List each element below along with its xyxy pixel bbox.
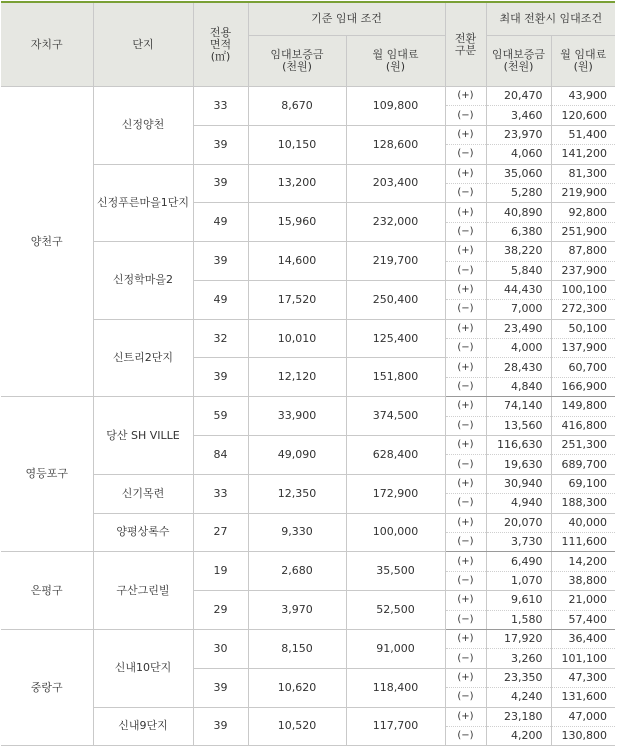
base-deposit-cell: 33,900	[248, 397, 346, 436]
max-rent-cell: 47,300	[551, 668, 615, 687]
base-rent-cell: 628,400	[346, 436, 445, 475]
header-base-rent: 월 임대료 (원)	[346, 36, 445, 87]
max-deposit-cell: 3,260	[486, 649, 551, 668]
base-deposit-cell: 14,600	[248, 242, 346, 281]
max-deposit-cell: 6,380	[486, 222, 551, 241]
max-deposit-cell: 38,220	[486, 242, 551, 261]
max-rent-cell: 21,000	[551, 591, 615, 610]
base-rent-cell: 203,400	[346, 164, 445, 203]
sign-cell: (+)	[445, 474, 486, 493]
sign-cell: (−)	[445, 416, 486, 435]
max-rent-cell: 188,300	[551, 494, 615, 513]
header-max-deposit: 임대보증금 (천원)	[486, 36, 551, 87]
base-deposit-cell: 12,120	[248, 358, 346, 397]
header-complex: 단지	[93, 2, 193, 87]
base-rent-cell: 128,600	[346, 125, 445, 164]
area-cell: 19	[193, 552, 248, 591]
district-cell: 양천구	[1, 87, 93, 397]
complex-cell: 당산 SH VILLE	[93, 397, 193, 475]
area-cell: 59	[193, 397, 248, 436]
max-deposit-cell: 28,430	[486, 358, 551, 377]
max-rent-cell: 237,900	[551, 261, 615, 280]
area-cell: 33	[193, 87, 248, 126]
table-row	[1, 474, 615, 493]
complex-cell: 신기목련	[93, 474, 193, 513]
max-deposit-cell: 116,630	[486, 436, 551, 455]
district-cell: 은평구	[1, 552, 93, 630]
sign-cell: (+)	[445, 397, 486, 416]
base-rent-cell: 374,500	[346, 397, 445, 436]
max-deposit-cell: 19,630	[486, 455, 551, 474]
area-cell: 39	[193, 358, 248, 397]
max-rent-cell: 36,400	[551, 629, 615, 648]
district-cell: 중랑구	[1, 629, 93, 745]
area-cell: 39	[193, 668, 248, 707]
table-row	[1, 164, 615, 183]
max-rent-cell: 689,700	[551, 455, 615, 474]
max-deposit-cell: 3,730	[486, 532, 551, 551]
max-deposit-cell: 5,840	[486, 261, 551, 280]
sign-cell: (−)	[445, 261, 486, 280]
base-rent-cell: 100,000	[346, 513, 445, 552]
max-deposit-cell: 74,140	[486, 397, 551, 416]
sign-cell: (−)	[445, 610, 486, 629]
sign-cell: (−)	[445, 377, 486, 396]
table-row	[1, 319, 615, 338]
header-max-rent: 월 임대료 (원)	[551, 36, 615, 87]
sign-cell: (+)	[445, 629, 486, 648]
sign-cell: (−)	[445, 183, 486, 202]
sign-cell: (+)	[445, 436, 486, 455]
max-deposit-cell: 17,920	[486, 629, 551, 648]
sign-cell: (+)	[445, 203, 486, 222]
base-rent-cell: 35,500	[346, 552, 445, 591]
max-deposit-cell: 20,070	[486, 513, 551, 532]
sign-cell: (−)	[445, 532, 486, 551]
table-row	[1, 242, 615, 261]
max-deposit-cell: 35,060	[486, 164, 551, 183]
max-deposit-cell: 20,470	[486, 87, 551, 106]
max-deposit-cell: 30,940	[486, 474, 551, 493]
sign-cell: (+)	[445, 125, 486, 144]
max-deposit-cell: 44,430	[486, 280, 551, 299]
base-rent-cell: 109,800	[346, 87, 445, 126]
base-rent-cell: 250,400	[346, 280, 445, 319]
area-cell: 39	[193, 707, 248, 746]
base-deposit-cell: 10,520	[248, 707, 346, 746]
base-rent-cell: 117,700	[346, 707, 445, 746]
sign-cell: (+)	[445, 552, 486, 571]
sign-cell: (+)	[445, 358, 486, 377]
base-rent-cell: 151,800	[346, 358, 445, 397]
base-deposit-cell: 10,620	[248, 668, 346, 707]
complex-cell: 신정학마을2	[93, 242, 193, 320]
max-rent-cell: 251,900	[551, 222, 615, 241]
base-deposit-cell: 8,670	[248, 87, 346, 126]
max-deposit-cell: 23,490	[486, 319, 551, 338]
header-district: 자치구	[1, 2, 93, 87]
area-cell: 49	[193, 280, 248, 319]
max-deposit-cell: 1,580	[486, 610, 551, 629]
max-deposit-cell: 9,610	[486, 591, 551, 610]
max-rent-cell: 272,300	[551, 300, 615, 319]
max-rent-cell: 51,400	[551, 125, 615, 144]
header-base-conditions: 기준 임대 조건	[248, 2, 445, 36]
sign-cell: (−)	[445, 455, 486, 474]
max-deposit-cell: 7,000	[486, 300, 551, 319]
base-deposit-cell: 10,010	[248, 319, 346, 358]
sign-cell: (−)	[445, 222, 486, 241]
base-deposit-cell: 12,350	[248, 474, 346, 513]
max-deposit-cell: 1,070	[486, 571, 551, 590]
sign-cell: (−)	[445, 145, 486, 164]
sign-cell: (+)	[445, 242, 486, 261]
max-rent-cell: 137,900	[551, 339, 615, 358]
sign-cell: (+)	[445, 513, 486, 532]
base-deposit-cell: 17,520	[248, 280, 346, 319]
base-deposit-cell: 8,150	[248, 629, 346, 668]
header-area: 전용 면적 (㎡)	[193, 2, 248, 87]
sign-cell: (−)	[445, 300, 486, 319]
sign-cell: (−)	[445, 106, 486, 125]
sign-cell: (+)	[445, 591, 486, 610]
complex-cell: 신트리2단지	[93, 319, 193, 397]
max-rent-cell: 219,900	[551, 183, 615, 202]
table-row	[1, 552, 615, 571]
max-rent-cell: 87,800	[551, 242, 615, 261]
max-rent-cell: 149,800	[551, 397, 615, 416]
base-deposit-cell: 49,090	[248, 436, 346, 475]
sign-cell: (+)	[445, 87, 486, 106]
max-rent-cell: 50,100	[551, 319, 615, 338]
max-rent-cell: 100,100	[551, 280, 615, 299]
max-rent-cell: 120,600	[551, 106, 615, 125]
header-conversion-type: 전환 구분	[445, 2, 486, 87]
rental-conditions-table	[1, 1, 615, 746]
table-row	[1, 707, 615, 726]
base-rent-cell: 172,900	[346, 474, 445, 513]
complex-cell: 신정푸른마을1단지	[93, 164, 193, 242]
max-rent-cell: 166,900	[551, 377, 615, 396]
complex-cell: 신내9단지	[93, 707, 193, 746]
area-cell: 39	[193, 125, 248, 164]
area-cell: 32	[193, 319, 248, 358]
base-rent-cell: 52,500	[346, 591, 445, 630]
max-deposit-cell: 23,970	[486, 125, 551, 144]
base-deposit-cell: 9,330	[248, 513, 346, 552]
max-rent-cell: 92,800	[551, 203, 615, 222]
max-rent-cell: 47,000	[551, 707, 615, 726]
area-cell: 39	[193, 164, 248, 203]
table-row	[1, 87, 615, 106]
max-rent-cell: 14,200	[551, 552, 615, 571]
max-rent-cell: 69,100	[551, 474, 615, 493]
max-rent-cell: 57,400	[551, 610, 615, 629]
table-row	[1, 397, 615, 416]
max-deposit-cell: 4,240	[486, 688, 551, 707]
area-cell: 29	[193, 591, 248, 630]
max-rent-cell: 60,700	[551, 358, 615, 377]
max-deposit-cell: 4,000	[486, 339, 551, 358]
max-deposit-cell: 6,490	[486, 552, 551, 571]
sign-cell: (−)	[445, 339, 486, 358]
area-cell: 27	[193, 513, 248, 552]
header-max-conversion: 최대 전환시 임대조건	[486, 2, 615, 36]
area-cell: 33	[193, 474, 248, 513]
area-cell: 30	[193, 629, 248, 668]
base-rent-cell: 118,400	[346, 668, 445, 707]
max-rent-cell: 130,800	[551, 726, 615, 745]
complex-cell: 신정양천	[93, 87, 193, 165]
sign-cell: (−)	[445, 649, 486, 668]
table-row	[1, 513, 615, 532]
area-cell: 49	[193, 203, 248, 242]
max-deposit-cell: 4,840	[486, 377, 551, 396]
complex-cell: 구산그린빌	[93, 552, 193, 630]
max-deposit-cell: 40,890	[486, 203, 551, 222]
complex-cell: 양평상록수	[93, 513, 193, 552]
sign-cell: (+)	[445, 164, 486, 183]
base-deposit-cell: 3,970	[248, 591, 346, 630]
base-deposit-cell: 13,200	[248, 164, 346, 203]
sign-cell: (−)	[445, 494, 486, 513]
header-base-deposit: 임대보증금 (천원)	[248, 36, 346, 87]
max-deposit-cell: 23,180	[486, 707, 551, 726]
complex-cell: 신내10단지	[93, 629, 193, 707]
max-rent-cell: 38,800	[551, 571, 615, 590]
max-deposit-cell: 23,350	[486, 668, 551, 687]
max-rent-cell: 131,600	[551, 688, 615, 707]
area-cell: 39	[193, 242, 248, 281]
table-row	[1, 629, 615, 648]
sign-cell: (−)	[445, 726, 486, 745]
max-deposit-cell: 4,060	[486, 145, 551, 164]
district-cell: 영등포구	[1, 397, 93, 552]
max-rent-cell: 251,300	[551, 436, 615, 455]
sign-cell: (+)	[445, 280, 486, 299]
max-deposit-cell: 3,460	[486, 106, 551, 125]
sign-cell: (+)	[445, 668, 486, 687]
base-rent-cell: 125,400	[346, 319, 445, 358]
max-deposit-cell: 4,200	[486, 726, 551, 745]
sign-cell: (−)	[445, 571, 486, 590]
base-deposit-cell: 10,150	[248, 125, 346, 164]
base-rent-cell: 91,000	[346, 629, 445, 668]
max-deposit-cell: 4,940	[486, 494, 551, 513]
max-rent-cell: 40,000	[551, 513, 615, 532]
sign-cell: (+)	[445, 707, 486, 726]
max-rent-cell: 43,900	[551, 87, 615, 106]
base-rent-cell: 232,000	[346, 203, 445, 242]
base-deposit-cell: 15,960	[248, 203, 346, 242]
max-rent-cell: 101,100	[551, 649, 615, 668]
sign-cell: (−)	[445, 688, 486, 707]
max-rent-cell: 141,200	[551, 145, 615, 164]
base-rent-cell: 219,700	[346, 242, 445, 281]
max-rent-cell: 81,300	[551, 164, 615, 183]
base-deposit-cell: 2,680	[248, 552, 346, 591]
max-rent-cell: 111,600	[551, 532, 615, 551]
max-deposit-cell: 13,560	[486, 416, 551, 435]
max-deposit-cell: 5,280	[486, 183, 551, 202]
area-cell: 84	[193, 436, 248, 475]
max-rent-cell: 416,800	[551, 416, 615, 435]
sign-cell: (+)	[445, 319, 486, 338]
